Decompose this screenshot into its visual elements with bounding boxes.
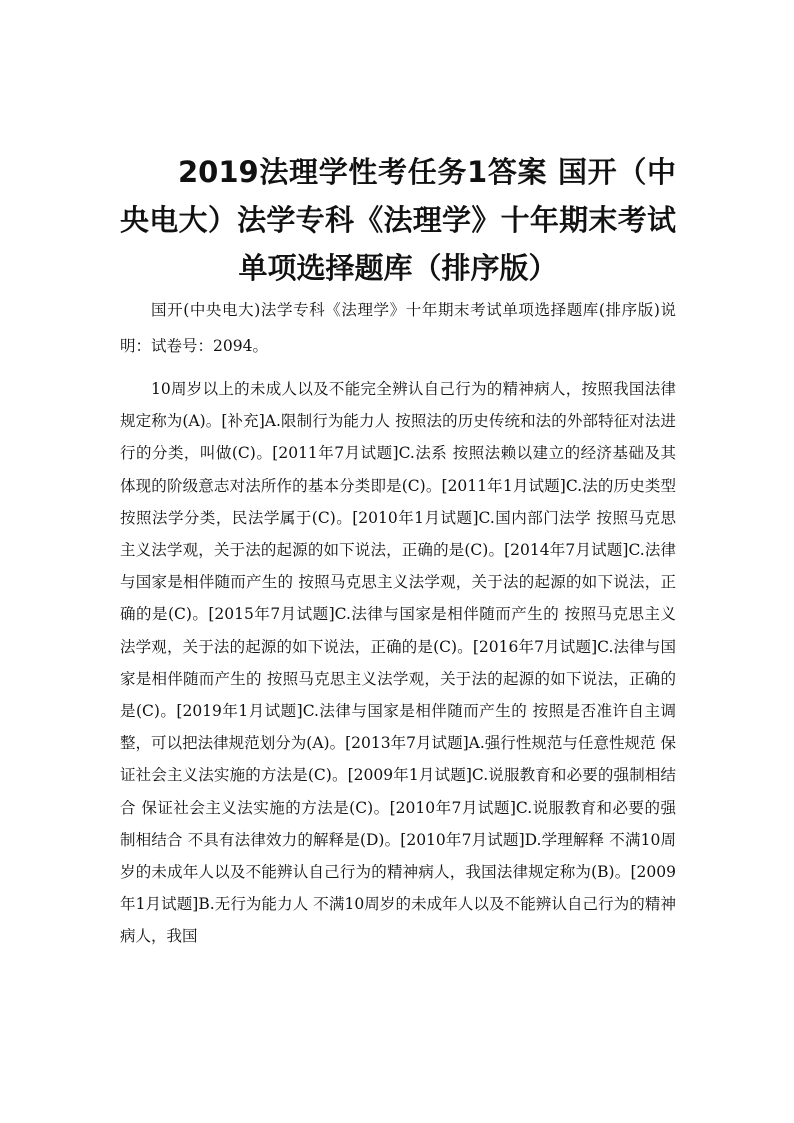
document-subtitle: 国开(中央电大)法学专科《法理学》十年期末考试单项选择题库(排序版)说明：试卷号：2094。 <box>120 301 676 355</box>
body-paragraph: 10周岁以上的未成人以及不能完全辨认自己行为的精神病人，按照我国法律规定称为(A)。[补充]A.限制行为能力人 按照法的历史传统和法的外部特征对法进行的分类，叫做(C)。[2011年7月试题]C.法系 按照法赖以建立的经济基础及其体现的阶级意志对法所作的基本分类即是(C)。[2011年1月试题]C.法的历史类型 按照法学分类，民法学属于(C)。[2010年1月试题]C.国内部门法学 按照马克思主义法学观，关于法的起源的如下说法，正确的是(C)。[2014年7月试题]C.法律与国家是相伴随而产生的 按照马克思主义法学观，关于法的起源的如下说法，正确的是(C)。[2015年7月试题]C.法律与国家是相伴随而产生的 按照马克思主义法学观，关于法的起源的如下说法，正确的是(C)。[2016年7月试题]C.法律与国家是相伴随而产生的 按照马克思主义法学观，关于法的起源的如下说法，正确的是(C)。[2019年1月试题]C.法律与国家是相伴随而产生的 按照是否准许自主调整，可以把法律规范划分为(A)。[2013年7月试题]A.强行性规范与任意性规范 保证社会主义法实施的方法是(C)。[2009年1月试题]C.说服教育和必要的强制相结合 保证社会主义法实施的方法是(C)。[2010年7月试题]C.说服教育和必要的强制相结合 不具有法律效力的解释是(D)。[2010年7月试题]D.学理解释 不满10周岁的未成年人以及不能辨认自己行为的精神病人，我国法律规定称为(B)。[2009年1月试题]B.无行为能力人 不满10周岁的未成年人以及不能辨认自己行为的精神病人，我国 <box>120 380 676 946</box>
document-title: 2019法理学性考任务1答案 国开（中央电大）法学专科《法理学》十年期末考试单项选择题库（排序版） <box>120 155 676 285</box>
